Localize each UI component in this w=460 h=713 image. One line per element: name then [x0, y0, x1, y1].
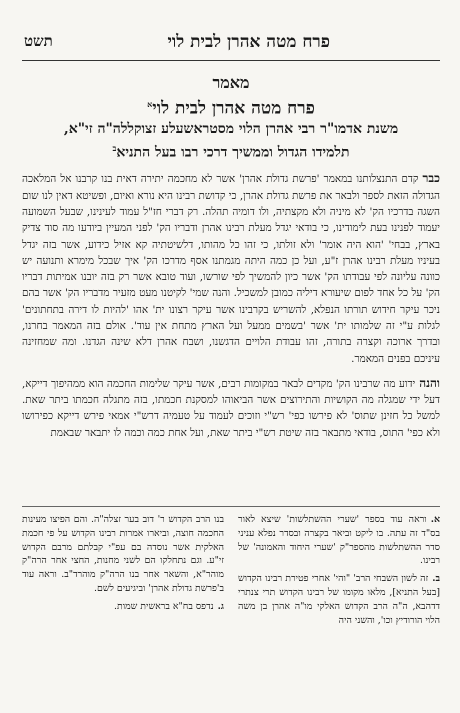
- title-line-2-text: פרח מטה אהרן לבית לוי: [152, 98, 315, 119]
- footnote-ref-a: א: [147, 99, 153, 109]
- footnote: [22, 600, 224, 614]
- title-block: [22, 73, 440, 162]
- footnote: [238, 513, 440, 568]
- footnote-text: וראה עוד בספר 'שערי ההשתלשות' שיצא לאור בס"ד זה עתה. בו ליקט וביאר בקצרה ובסדר נפלא עניני סדר ההשתלשות מהספר"ק 'שערי היחוד והאמונה' של רבינו.: [238, 514, 440, 567]
- paragraph-lead-word: כבר: [422, 171, 440, 186]
- title-line-3: משנת אדמו"ר רבי אהרן הלוי מסטראשעלע זצוקללה"ה זי"א,: [63, 120, 399, 137]
- footnote-mark: ג.: [217, 600, 224, 612]
- page-number: תשט: [24, 32, 53, 50]
- footnote-ref-b: ב: [112, 142, 117, 153]
- body-paragraph-1: [22, 170, 440, 367]
- body-paragraph-2: [22, 375, 440, 441]
- page-header: [22, 26, 440, 61]
- paragraph-text: ידוע מה שרבינו הק' מקדים לבאר במקומות רבים, אשר עיקר שלימות החכמה הוא ממהיפוך דייקא, דעל ידי שמגלה מה הקושיות והתירוצים אשר הביאוהו למסקנת חכמתו, בזה מתגלה חכמתו ביתר שאת. למשל כל חזינן שתוס' לא פירשו כפי' רש"י וזוכים לעמוד על טעמיה דרש"י אמאי פירש דייקא כפירושו ולא כפי' התוס, בודאי מתבאר בזה שיטת רש"י ביתר שאת, ועל אחת כמה וכמה לו יתבאר שבאמת: [22, 377, 440, 439]
- footnote-mark: א.: [430, 514, 440, 525]
- footnote: [238, 572, 440, 627]
- footnote-text: זה לשון השבחי הרב' "והי' אחרי פטירת רבינו הקדוש [בעל התניא], מלאו מקומו של רבינו הקדוש תרי צנתרי דדהבא, ה"ה הרב הקדוש האלקי מו"ה אהרן בן משה הלוי הורודיץ וכו', והשני היה: [238, 573, 440, 626]
- footnotes-right-column: [238, 513, 440, 631]
- footnote-mark: ב.: [432, 573, 440, 585]
- title-line-4-text: תלמידו הגדול וממשיך דרכי רבו בעל התניא: [116, 144, 350, 161]
- running-title: פרח מטה אהרן לבית לוי: [167, 32, 330, 52]
- footnote: [22, 513, 224, 596]
- footnotes-left-column: [22, 513, 224, 631]
- book-page: [22, 26, 440, 696]
- paragraph-text: קדם התנצלותנו במאמר 'פרשת גדולת אהרן' אשר לא מחכמה יתירה דאית בנו קרבנו אל המלאכה הגדולה הזאת לספר ולבאר את פרשת גדולת אהרן, כי קדושת רבינו היא נורא ואיום, ופשיטא דאין לנו שום השגה בדרכיו הק' לא מיניה ולא מקצתיה, ולו דומיה תהלה. רק דברי חז"ל עמוד לעינינו, שבעל השמועה יעמוד לפנינו בעת לימודינו, כי בודאי יגדל מעלת רבינו אהרן ודבריו הק' לפני המעיין ביודעו מה סוד צדיק בארץ, בבחי' 'הוא היה אומר' ולא זולתו, כי זהו כל מהותו, דלשיטתיה קא אזיל כידוע, אשר בזה יגדל בעיניו מעלת רבינו אהרן ז"ע, ועל כן כמה היתה מגמתנו אסף מדרכו הק' איך שבכל מימרא ותנועה יש כוונה עליונה לפי עבודתו הק' אשר כיון להמשיך לפי שורשו, ועוד טובא אשר רק בזה יובנו אמיתות דבריו הק' על כל אחד לפום שיעורא דיליה כמובן למשכיל. והנה שמי' לקיטנו מעט מזעיר מדבריו הק' אשר בהם ניכר עיקר חידוש תורתו הנפלא, להשריש בקרבינו אשר עיקר רצונו ית' אהו 'להיות לו דירה בתחתונים' לגלות ע"י זה שלמותו ית' אשר 'בשמים ממעל ועל הארץ מתחת אין עוד'. אולם בזה המאמר בחרנו, ובדרך ארוכה וקצרה בתורה, זהו עבודת הלויים הדגשנו, ושבח אהרן דלא שינה הגדנו. ומה שמחזינה עיניכם בפנים המאמר.: [22, 173, 440, 365]
- footnotes-area: [22, 506, 440, 631]
- title-line-4: [22, 139, 440, 163]
- title-line-1: מאמר: [212, 73, 250, 92]
- title-line-2: [22, 93, 440, 120]
- paragraph-lead-word: והנה: [419, 375, 440, 390]
- footnote-text: בנו הרב הקדוש ר' דוב בער זצלה"ה. והם הפיצו מעינות החכמה חוצה, וביארו אמרות רבינו הקדוש על פי חכמת האלקית אשר נוסדה בם עפ"י קבלתם מרבם הקדוש זי"ע. וגם נתחלקו הם לשני מחנות, החצי אחר הרה"ק מוהר"א, והשאר אחר בנו הרה"ק מוהרד"ב. וראה עוד ב'פרשת גדולת אהרן' וביגיעים לשם.: [22, 514, 224, 594]
- footnote-text: נדפס בח"א בראשית שמות.: [114, 600, 214, 612]
